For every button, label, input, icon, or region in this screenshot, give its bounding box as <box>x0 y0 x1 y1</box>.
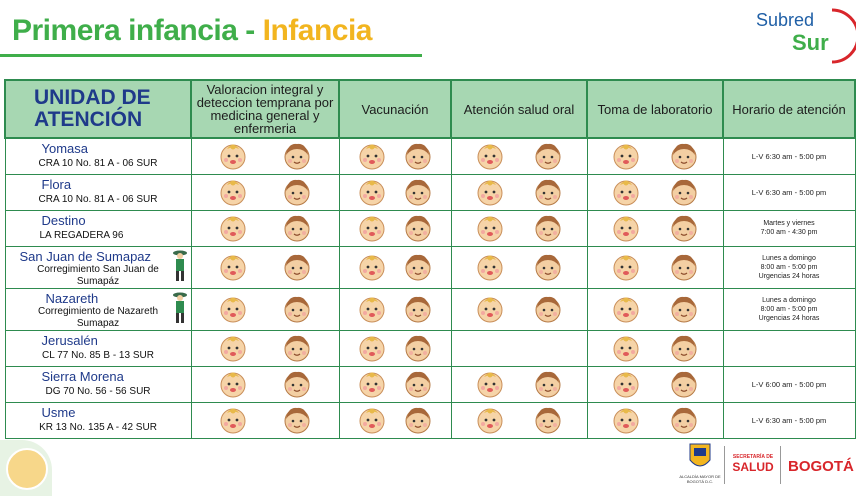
unit-info <box>6 247 191 288</box>
baby-girl-face-icon <box>357 405 387 435</box>
faces-pair <box>588 289 723 330</box>
alcaldia-logo <box>676 440 724 490</box>
title-part1: Primera infancia <box>12 14 238 47</box>
unit-info <box>6 367 191 402</box>
horario-text <box>724 152 855 161</box>
faces-pair <box>340 331 451 366</box>
faces-pair <box>452 247 587 288</box>
baby-girl-face-icon <box>357 333 387 363</box>
faces-pair <box>588 331 723 366</box>
baby-girl-face-icon <box>475 177 505 207</box>
campesino-icon-wrap <box>173 249 187 288</box>
baby-boy-face-icon <box>533 213 563 243</box>
baby-girl-face-icon <box>218 405 248 435</box>
baby-boy-face-icon <box>533 294 563 324</box>
col-vacunacion: Vacunación <box>339 80 451 138</box>
salud-oral-cell <box>451 366 587 402</box>
valoracion-cell <box>191 210 339 246</box>
salud-line2: SALUD <box>732 460 774 474</box>
valoracion-cell <box>191 138 339 174</box>
page-title <box>12 14 372 48</box>
secretaria-salud-logo <box>730 440 776 490</box>
horario-cell <box>723 138 855 174</box>
unit-address: DG 70 No. 56 - 56 SUR <box>45 385 151 397</box>
baby-boy-face-icon <box>403 294 433 324</box>
services-table <box>4 79 856 439</box>
baby-boy-face-icon <box>533 177 563 207</box>
vacunacion-cell <box>339 366 451 402</box>
horario-line: Lunes a domingo <box>762 254 816 262</box>
footer-divider <box>724 446 725 484</box>
baby-boy-face-icon <box>403 369 433 399</box>
faces-pair <box>192 367 339 402</box>
unit-address: CRA 10 No. 81 A - 06 SUR <box>38 193 158 205</box>
faces-pair <box>452 139 587 174</box>
footer-divider <box>780 446 781 484</box>
baby-boy-face-icon <box>669 141 699 171</box>
faces-pair <box>192 175 339 210</box>
table-row <box>5 366 855 402</box>
baby-girl-face-icon <box>357 252 387 282</box>
horario-line: L-V 6:30 am - 5:00 pm <box>751 151 827 161</box>
horario-cell <box>723 246 855 288</box>
horario-text <box>724 188 855 197</box>
table-row <box>5 330 855 366</box>
logo-line2: Sur <box>792 30 829 55</box>
table-header-row <box>5 80 855 138</box>
horario-line: 8:00 am - 5:00 pm <box>760 263 818 271</box>
baby-girl-face-icon <box>611 369 641 399</box>
horario-text <box>724 219 855 237</box>
title-separator: - <box>237 14 263 47</box>
baby-girl-face-icon <box>357 177 387 207</box>
valoracion-cell <box>191 174 339 210</box>
child-photo <box>6 448 48 490</box>
vacunacion-cell <box>339 330 451 366</box>
laboratorio-cell <box>587 288 723 330</box>
baby-girl-face-icon <box>218 141 248 171</box>
baby-boy-face-icon <box>403 405 433 435</box>
faces-pair <box>588 247 723 288</box>
unit-name: Flora <box>41 176 72 192</box>
valoracion-cell <box>191 246 339 288</box>
faces-pair <box>588 211 723 246</box>
faces-pair <box>192 139 339 174</box>
vacunacion-cell <box>339 288 451 330</box>
faces-pair <box>340 211 451 246</box>
horario-line: 8:00 am - 5:00 pm <box>760 305 818 313</box>
horario-text <box>724 380 855 389</box>
baby-boy-face-icon <box>669 294 699 324</box>
unit-cell <box>5 210 191 246</box>
salud-oral-cell <box>451 210 587 246</box>
unit-name: Nazareth <box>45 290 99 306</box>
baby-girl-face-icon <box>475 213 505 243</box>
horario-line: L-V 6:30 am - 5:00 pm <box>751 415 827 425</box>
horario-cell <box>723 366 855 402</box>
faces-pair <box>340 403 451 438</box>
horario-cell <box>723 402 855 438</box>
horario-line: 7:00 am - 4:30 pm <box>760 229 818 236</box>
unit-info <box>6 175 191 210</box>
salud-oral-cell <box>451 330 587 366</box>
laboratorio-cell <box>587 402 723 438</box>
horario-line: L-V 6:00 am - 5:00 pm <box>751 379 827 389</box>
baby-girl-face-icon <box>218 294 248 324</box>
horario-text <box>724 416 855 425</box>
baby-boy-face-icon <box>282 177 312 207</box>
campesino-icon-wrap <box>173 291 187 330</box>
baby-girl-face-icon <box>611 141 641 171</box>
vacunacion-cell <box>339 138 451 174</box>
vacunacion-cell <box>339 174 451 210</box>
baby-boy-face-icon <box>403 141 433 171</box>
unit-address: Corregimiento de Nazareth Sumapaz <box>37 305 159 329</box>
baby-girl-face-icon <box>611 213 641 243</box>
salud-oral-cell <box>451 402 587 438</box>
faces-pair <box>452 175 587 210</box>
alcaldia-caption: ALCALDÍA MAYOR DE BOGOTÁ D.C. <box>679 474 721 484</box>
unit-info <box>6 289 191 330</box>
unit-cell <box>5 366 191 402</box>
baby-boy-face-icon <box>669 405 699 435</box>
horario-line: L-V 6:30 am - 5:00 pm <box>751 187 827 197</box>
unit-name: Sierra Morena <box>41 368 124 384</box>
baby-boy-face-icon <box>403 333 433 363</box>
faces-pair <box>452 403 587 438</box>
col-salud-oral: Atención salud oral <box>451 80 587 138</box>
baby-girl-face-icon <box>218 369 248 399</box>
faces-pair <box>340 139 451 174</box>
faces-pair <box>192 289 339 330</box>
unit-name: Usme <box>41 404 76 420</box>
unit-cell <box>5 402 191 438</box>
laboratorio-cell <box>587 366 723 402</box>
baby-girl-face-icon <box>611 177 641 207</box>
horario-text <box>724 296 855 323</box>
faces-pair <box>452 211 587 246</box>
corner-badge <box>0 440 52 496</box>
baby-girl-face-icon <box>611 252 641 282</box>
unit-name: San Juan de Sumapaz <box>19 248 152 264</box>
baby-boy-face-icon <box>533 141 563 171</box>
col-horario: Horario de atención <box>723 80 855 138</box>
baby-boy-face-icon <box>669 213 699 243</box>
baby-girl-face-icon <box>218 252 248 282</box>
faces-pair <box>340 247 451 288</box>
faces-pair <box>192 403 339 438</box>
logo-arc-icon <box>812 6 856 66</box>
unit-info <box>6 211 191 246</box>
unit-name: Jerusalén <box>41 332 98 348</box>
subred-sur-logo <box>746 6 856 66</box>
baby-boy-face-icon <box>669 333 699 363</box>
baby-girl-face-icon <box>218 333 248 363</box>
valoracion-cell <box>191 366 339 402</box>
faces-pair <box>340 175 451 210</box>
horario-cell <box>723 330 855 366</box>
logo-line1: Subred <box>756 10 815 30</box>
baby-girl-face-icon <box>357 369 387 399</box>
baby-girl-face-icon <box>475 369 505 399</box>
col-unidad: UNIDAD DE ATENCIÓN <box>5 80 191 138</box>
baby-girl-face-icon <box>357 141 387 171</box>
baby-boy-face-icon <box>282 141 312 171</box>
horario-cell <box>723 174 855 210</box>
table-row <box>5 174 855 210</box>
horario-line: Martes y viernes <box>763 220 815 227</box>
unit-cell <box>5 330 191 366</box>
table-row <box>5 246 855 288</box>
baby-girl-face-icon <box>357 294 387 324</box>
valoracion-cell <box>191 330 339 366</box>
faces-pair <box>588 367 723 402</box>
table-row <box>5 402 855 438</box>
salud-oral-cell <box>451 174 587 210</box>
baby-boy-face-icon <box>533 405 563 435</box>
title-underline <box>0 54 422 57</box>
baby-girl-face-icon <box>611 294 641 324</box>
faces-pair <box>192 211 339 246</box>
laboratorio-cell <box>587 210 723 246</box>
baby-boy-face-icon <box>669 369 699 399</box>
col-valoracion: Valoracion integral y deteccion temprana por medicina general y enfermeria <box>191 80 339 138</box>
faces-pair <box>452 289 587 330</box>
laboratorio-cell <box>587 174 723 210</box>
valoracion-cell <box>191 402 339 438</box>
baby-boy-face-icon <box>282 252 312 282</box>
title-part2: Infancia <box>262 14 372 47</box>
baby-boy-face-icon <box>669 177 699 207</box>
baby-boy-face-icon <box>403 213 433 243</box>
faces-pair <box>192 247 339 288</box>
unit-address: LA REGADERA 96 <box>39 229 124 241</box>
vacunacion-cell <box>339 402 451 438</box>
baby-boy-face-icon <box>282 405 312 435</box>
baby-boy-face-icon <box>533 369 563 399</box>
salud-line1: SECRETARÍA DE <box>732 454 774 460</box>
baby-boy-face-icon <box>403 177 433 207</box>
table-row <box>5 138 855 174</box>
faces-pair <box>452 367 587 402</box>
horario-line: Urgencias 24 horas <box>758 272 820 280</box>
bogota-logo <box>788 440 858 490</box>
faces-pair <box>340 367 451 402</box>
laboratorio-cell <box>587 330 723 366</box>
faces-pair <box>192 331 339 366</box>
escudo-icon <box>676 440 724 474</box>
baby-girl-face-icon <box>475 141 505 171</box>
baby-girl-face-icon <box>475 252 505 282</box>
unit-info <box>6 331 191 366</box>
baby-boy-face-icon <box>282 213 312 243</box>
baby-girl-face-icon <box>475 294 505 324</box>
horario-text <box>724 254 855 281</box>
laboratorio-cell <box>587 138 723 174</box>
faces-pair <box>588 139 723 174</box>
unit-info <box>6 139 191 174</box>
col-laboratorio: Toma de laboratorio <box>587 80 723 138</box>
unit-info <box>6 403 191 438</box>
unit-cell <box>5 138 191 174</box>
valoracion-cell <box>191 288 339 330</box>
baby-girl-face-icon <box>218 177 248 207</box>
faces-pair <box>588 175 723 210</box>
vacunacion-cell <box>339 210 451 246</box>
unit-cell <box>5 288 191 330</box>
horario-cell <box>723 210 855 246</box>
baby-girl-face-icon <box>611 333 641 363</box>
baby-boy-face-icon <box>282 369 312 399</box>
bogota-wordmark: BOGOTÁ <box>788 458 854 475</box>
unit-cell <box>5 174 191 210</box>
baby-girl-face-icon <box>218 213 248 243</box>
vacunacion-cell <box>339 246 451 288</box>
unit-cell <box>5 246 191 288</box>
baby-girl-face-icon <box>475 405 505 435</box>
table-row <box>5 288 855 330</box>
unit-name: Yomasa <box>41 141 88 156</box>
baby-girl-face-icon <box>611 405 641 435</box>
campesino-icon <box>173 291 187 325</box>
baby-boy-face-icon <box>403 252 433 282</box>
baby-girl-face-icon <box>357 213 387 243</box>
unit-address: Corregimiento San Juan de Sumapáz <box>37 263 159 287</box>
unit-address: CL 77 No. 85 B - 13 SUR <box>42 349 154 361</box>
faces-pair <box>340 289 451 330</box>
faces-pair <box>588 403 723 438</box>
salud-oral-cell <box>451 288 587 330</box>
table-row <box>5 210 855 246</box>
horario-line: Lunes a domingo <box>762 296 816 304</box>
unit-name: Destino <box>41 212 86 228</box>
salud-oral-cell <box>451 138 587 174</box>
horario-line: Urgencias 24 horas <box>758 314 820 322</box>
unit-address: CRA 10 No. 81 A - 06 SUR <box>38 158 158 169</box>
baby-boy-face-icon <box>533 252 563 282</box>
unit-address: KR 13 No. 135 A - 42 SUR <box>39 421 157 433</box>
baby-boy-face-icon <box>669 252 699 282</box>
baby-boy-face-icon <box>282 333 312 363</box>
campesino-icon <box>173 249 187 283</box>
baby-boy-face-icon <box>282 294 312 324</box>
laboratorio-cell <box>587 246 723 288</box>
horario-cell <box>723 288 855 330</box>
salud-oral-cell <box>451 246 587 288</box>
